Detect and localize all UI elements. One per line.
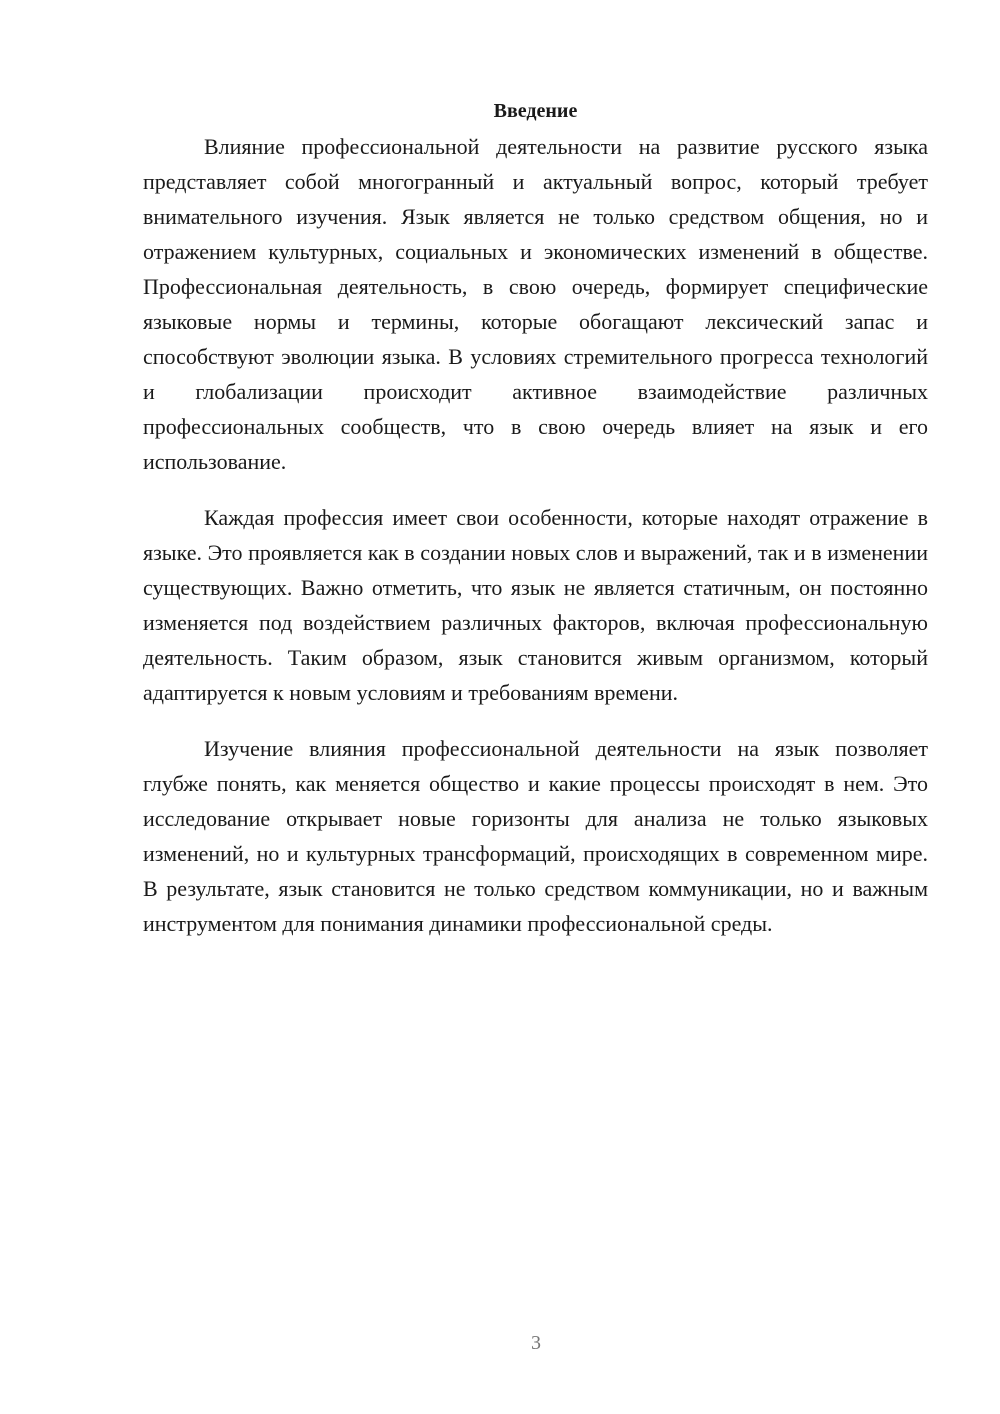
page-content bbox=[143, 96, 928, 962]
paragraph: Изучение влияния профессиональной деятельности на язык позволяет глубже понять, как меняется общество и какие процессы происходят в нем. Это исследование открывает новые горизонты для анализа не только языковых изменений, но и культурных трансформаций, происходящих в современном мире. В результате, язык становится не только средством коммуникации, но и важным инструментом для понимания динамики профессиональной среды. bbox=[143, 736, 928, 936]
paragraph: Каждая профессия имеет свои особенности, которые находят отражение в языке. Это проявляется как в создании новых слов и выражений, так и в изменении существующих. Важно отметить, что язык не является статичным, он постоянно изменяется под воздействием различных факторов, включая профессиональную деятельность. Таким образом, язык становится живым организмом, который адаптируется к новым условиям и требованиям времени. bbox=[143, 505, 928, 705]
page-number: 3 bbox=[531, 1332, 541, 1354]
paragraph: Влияние профессиональной деятельности на развитие русского языка представляет собой многогранный и актуальный вопрос, который требует внимательного изучения. Язык является не только средством общения, но и отражением культурных, социальных и экономических изменений в обществе. Профессиональная деятельность, в свою очередь, формирует специфические языковые нормы и термины, которые обогащают лексический запас и способствуют эволюции языка. В условиях стремительного прогресса технологий и глобализации происходит активное взаимодействие различных профессиональных сообществ, что в свою очередь влияет на язык и его использование. bbox=[143, 134, 928, 474]
section-title: Введение bbox=[493, 100, 578, 122]
